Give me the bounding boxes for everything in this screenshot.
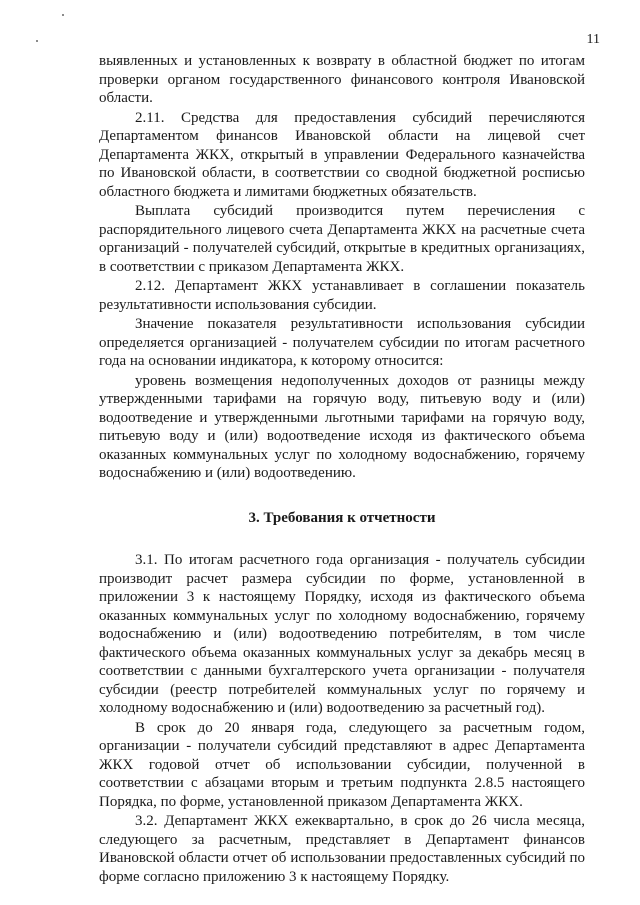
paragraph-3-1: 3.1. По итогам расчетного года организация - получатель субсидии производит расчет размера субсидии по форме, установленной в приложении 3 к настоящему Порядку, исходя из фактического объема оказанных коммунальных услуг по холодному водоснабжению, горячему водоснабжению и (или) водоотведению потребителям, в том числе фактического объема оказанных коммунальных услуг за декабрь месяц в соответствии с данными бухгалтерского учета организации - получателя субсидии (реестр потребителей коммунальных услуг по горячему и холодному водоснабжению и (или) водоотведению за расчетный год). — [99, 552, 585, 716]
paragraph: Значение показателя результативности использования субсидии определяется организацией - получателем субсидии по итогам расчетного года на основании индикатора, к которому относится: — [99, 316, 585, 369]
page-number: 11 — [586, 32, 600, 47]
section-heading: 3. Требования к отчетности — [248, 509, 436, 526]
scan-speck — [62, 14, 64, 16]
paragraph: уровень возмещения недополученных доходов от разницы между утвержденными тарифами на горячую воду, питьевую воду и (или) водоотведение и утвержденными льготными тарифами на горячую воду, питьевую воду и (или) водоотведение исходя из фактического объема оказанных коммунальных услуг по холодному водоснабжению, горячему водоснабжению и (или) водоотведению. — [99, 372, 585, 481]
paragraph-2-12: 2.12. Департамент ЖКХ устанавливает в соглашении показатель результативности использования субсидии. — [99, 278, 585, 313]
paragraph: Выплата субсидий производится путем перечисления с распорядительного лицевого счета Департамента ЖКХ на расчетные счета организаций - получателей субсидий, открытые в кредитных организациях, в соответствии с приказом Департамента ЖКХ. — [99, 203, 585, 275]
paragraph-2-11: 2.11. Средства для предоставления субсидий перечисляются Департаментом финансов Ивановской области на лицевой счет Департамента ЖКХ, открытый в управлении Федерального казначейства по Ивановской области, в соответствии со сводной бюджетной росписью областного бюджета и лимитами бюджетных обязательств. — [99, 109, 585, 200]
document-body — [99, 52, 585, 886]
paragraph: В срок до 20 января года, следующего за расчетным годом, организации - получатели субсидий представляют в адрес Департамента ЖКХ годовой отчет об использовании субсидии, полученной в соответствии с абзацами вторым и третьим подпункта 2.8.5 настоящего Порядка, по форме, установленной приказом Департамента ЖКХ. — [99, 719, 585, 810]
paragraph-3-2: 3.2. Департамент ЖКХ ежеквартально, в срок до 26 числа месяца, следующего за расчетным, представляет в Департамент финансов Ивановской области отчет об использовании предоставленных субсидий по форме согласно приложению 3 к настоящему Порядку. — [99, 813, 585, 885]
scan-speck — [36, 40, 38, 42]
paragraph: выявленных и установленных к возврату в областной бюджет по итогам проверки органом государственного финансового контроля Ивановской области. — [99, 53, 585, 106]
